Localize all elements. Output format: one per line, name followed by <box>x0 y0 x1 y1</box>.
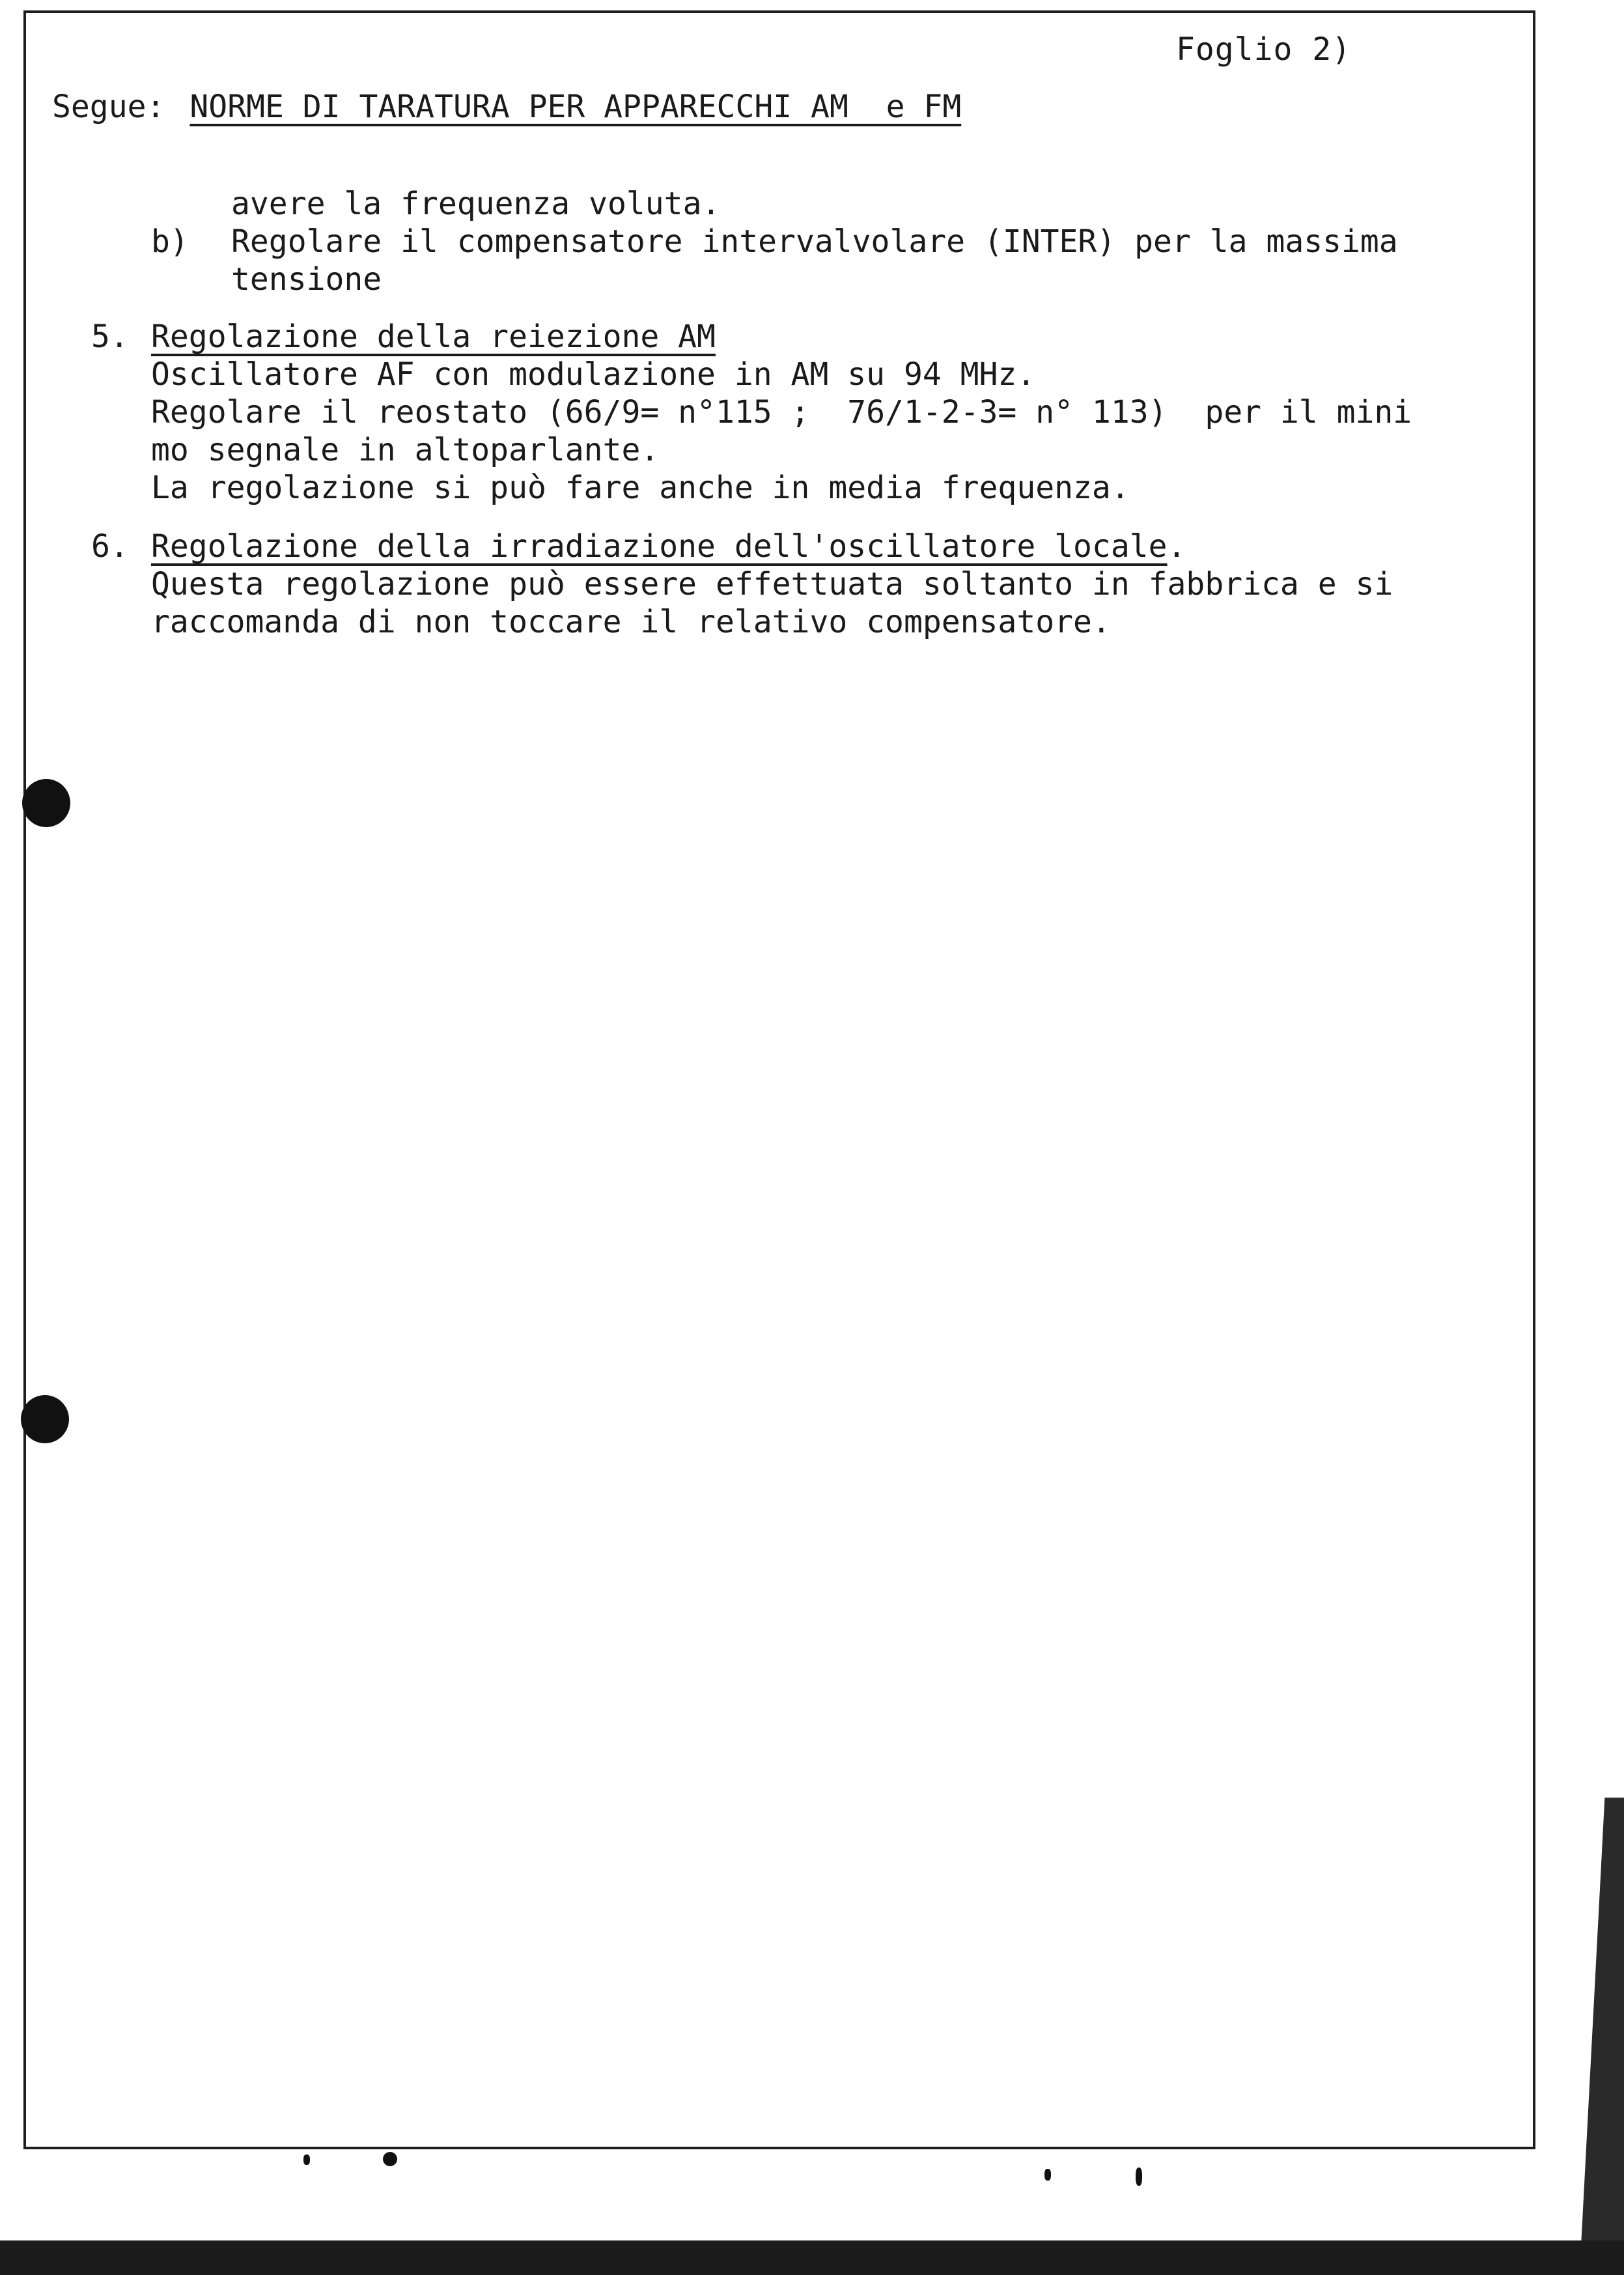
scan-edge-right <box>1576 1798 1624 2254</box>
speck <box>383 2152 397 2166</box>
speck <box>1044 2169 1051 2181</box>
punch-hole-bottom <box>21 1395 69 1443</box>
section-5-line-2: Regolare il reostato (66/9= n°115 ; 76/1-2-3= n° 113) per il mini <box>151 394 1412 431</box>
section-5-number: 5. <box>91 318 129 355</box>
speck <box>1136 2168 1142 2186</box>
section-6-heading-row <box>151 528 1186 565</box>
section-5-line-4: La regolazione si può fare anche in media frequenza. <box>151 470 1130 506</box>
section-6-heading: Regolazione della irradiazione dell'oscillatore locale <box>151 528 1168 565</box>
continues-label: Segue: <box>52 89 165 125</box>
section-6-line-2: raccomanda di non toccare il relativo compensatore. <box>151 604 1111 640</box>
scan-edge-bottom <box>0 2240 1624 2275</box>
document-title: NORME DI TARATURA PER APPARECCHI AM e FM <box>189 89 962 125</box>
section-6-line-1: Questa regolazione può essere effettuata soltanto in fabbrica e si <box>151 566 1393 602</box>
section-5-line-3: mo segnale in altoparlante. <box>151 432 660 468</box>
item-b-line-1: Regolare il compensatore intervalvolare (INTER) per la massima <box>231 223 1398 260</box>
section-6-number: 6. <box>91 528 129 565</box>
section-5-line-1: Oscillatore AF con modulazione in AM su 94 MHz. <box>151 356 1036 393</box>
section-6-heading-end: . <box>1167 528 1186 565</box>
punch-hole-top <box>22 779 70 827</box>
speck <box>303 2155 310 2165</box>
sheet-number: Foglio 2) <box>1176 31 1352 68</box>
item-b-line-2: tensione <box>231 261 382 298</box>
header-title-row <box>52 89 961 125</box>
continuation-line: avere la frequenza voluta. <box>231 186 721 222</box>
item-b-marker: b) <box>151 223 189 260</box>
section-5-heading: Regolazione della reiezione AM <box>151 318 716 355</box>
